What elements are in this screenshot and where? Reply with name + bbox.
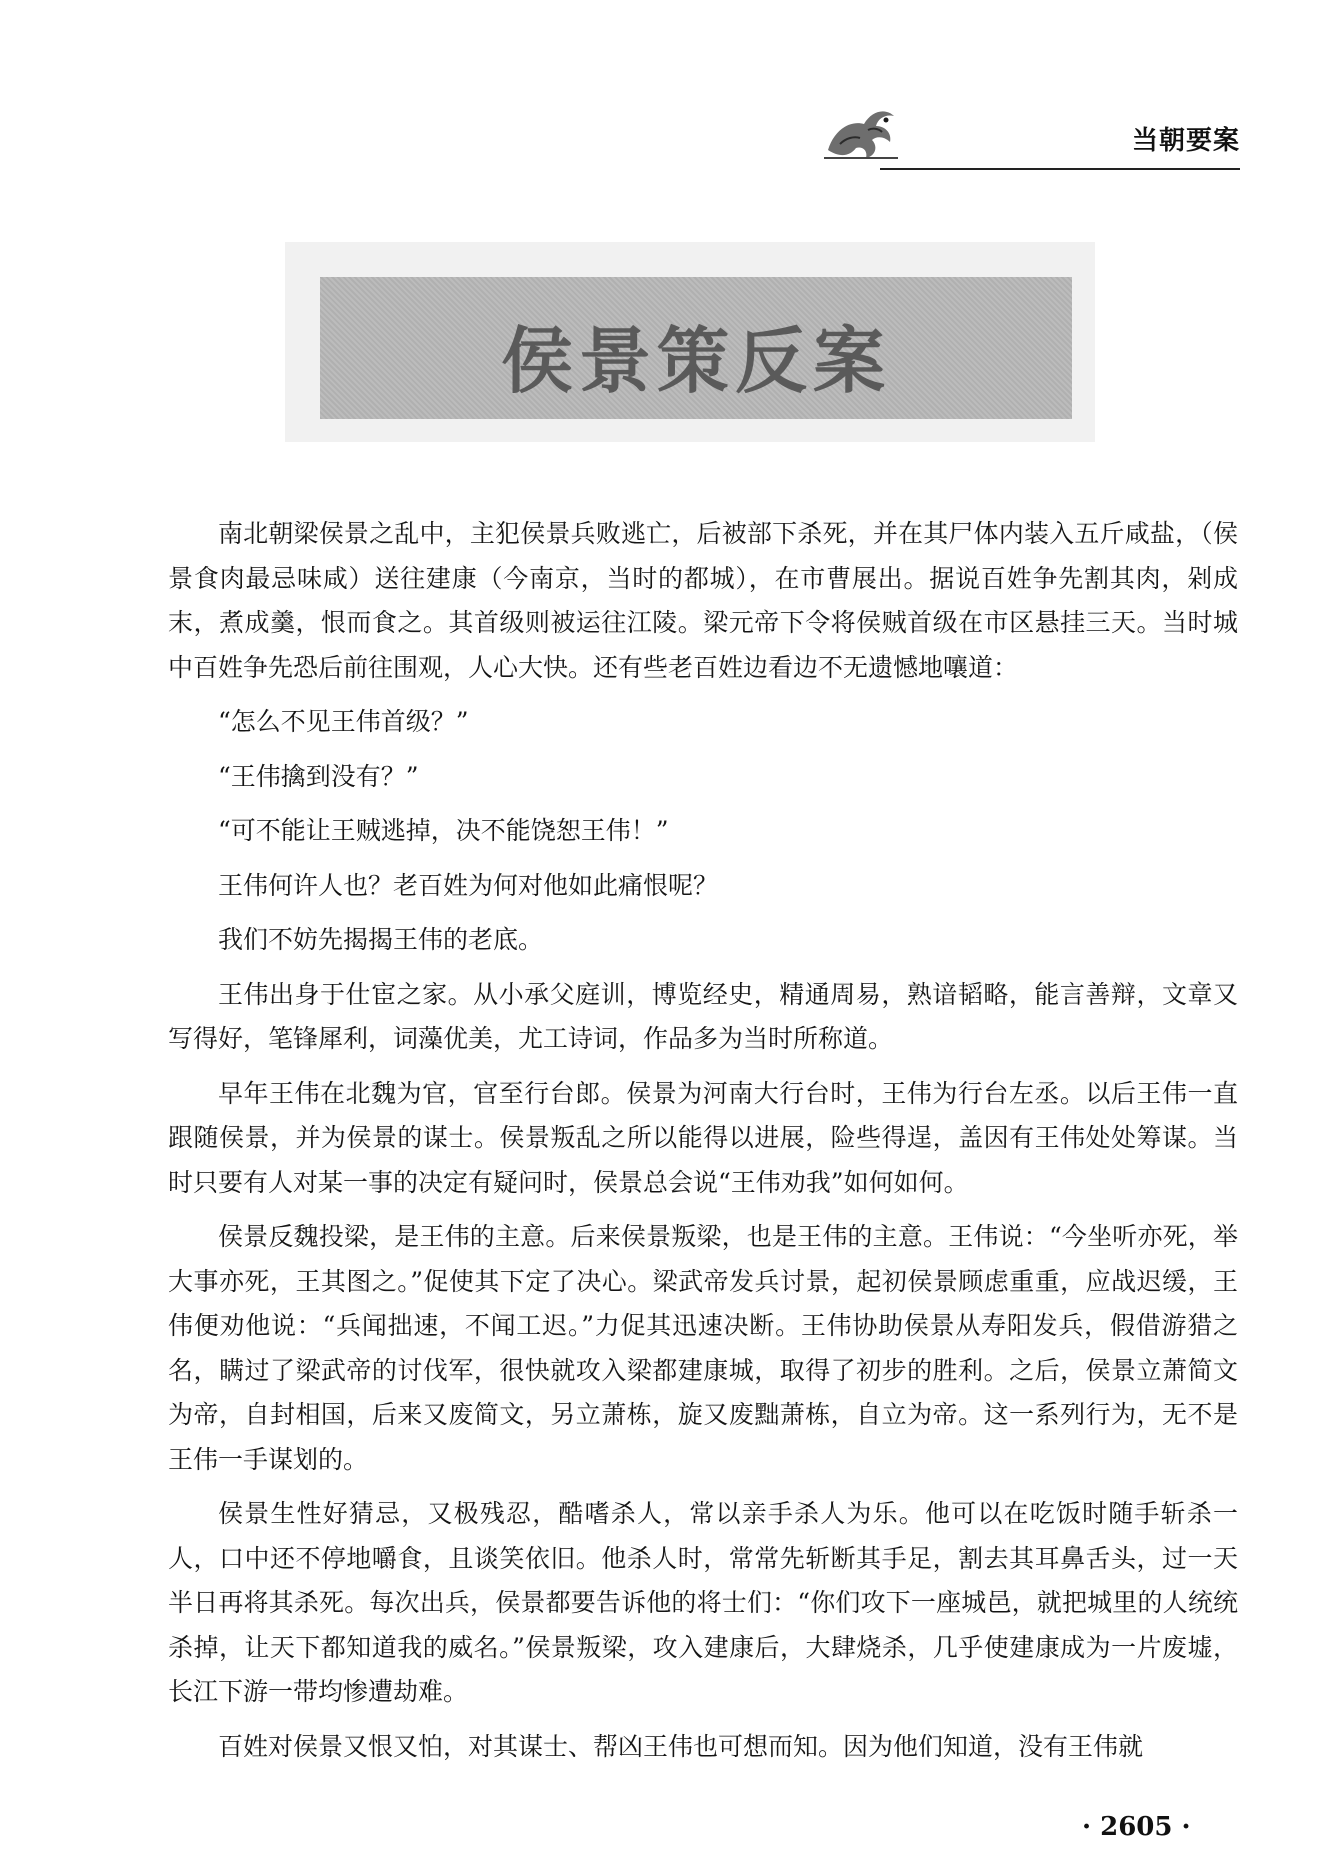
paragraph: “可不能让王贼逃掉，决不能饶恕王伟！”: [218, 816, 669, 845]
paragraph: 我们不妨先揭揭王伟的老底。: [218, 925, 544, 954]
header-divider: [880, 168, 1240, 170]
paragraph: 王伟何许人也？老百姓为何对他如此痛恨呢？: [218, 870, 719, 900]
paragraph: 侯景反魏投梁，是王伟的主意。后来侯景叛梁，也是王伟的主意。王伟说：“今坐听亦死，举大事亦死，王其图之。”促使其下定了决心。梁武帝发兵讨景，起初侯景顾虑重重，应战迟缓，王伟便劝他说：“兵闻拙速，不闻工迟。”力促其迅速决断。王伟协助侯景从寿阳发兵，假借游猎之名，瞒过了梁武帝的讨伐军，很快就攻入梁都建康城，取得了初步的胜利。之后，侯景立萧简文为帝，自封相国，后来又废简文，另立萧栋，旋又废黜萧栋，自立为帝。这一系列行为，无不是王伟一手谋划的。: [168, 1222, 1238, 1474]
paragraph: “王伟擒到没有？”: [218, 761, 419, 791]
title-banner: [320, 277, 1072, 419]
paragraph: 王伟出身于仕宦之家。从小承父庭训，博览经史，精通周易，熟谙韬略，能言善辩，文章又写得好，笔锋犀利，词藻优美，尤工诗词，作品多为当时所称道。: [168, 979, 1238, 1053]
page-number: · 2605 ·: [1082, 1812, 1191, 1842]
running-header: [820, 100, 1240, 170]
article-body: [168, 512, 1238, 1779]
paragraph: 南北朝梁侯景之乱中，主犯侯景兵败逃亡，后被部下杀死，并在其尸体内装入五斤咸盐，（侯景食肉最忌味咸）送往建康（今南京，当时的都城），在市曹展出。据说百姓争先割其肉，剁成末，煮成羹，恨而食之。其首级则被运往江陵。梁元帝下令将侯贼首级在市区悬挂三天。当时城中百姓争先恐后前往围观，人心大快。还有些老百姓边看边不无遗憾地嚷道：: [168, 519, 1238, 682]
paragraph: 百姓对侯景又恨又怕，对其谋士、帮凶王伟也可想而知。因为他们知道，没有王伟就: [218, 1731, 1144, 1761]
article-title: 侯景策反案: [500, 318, 891, 403]
paragraph: 早年王伟在北魏为官，官至行台郎。侯景为河南大行台时，王伟为行台左丞。以后王伟一直跟随侯景，并为侯景的谋士。侯景叛乱之所以能得以进展，险些得逞，盖因有王伟处处筹谋。当时只要有人对某一事的决定有疑问时，侯景总会说“王伟劝我”如何如何。: [168, 1078, 1238, 1197]
paragraph: 侯景生性好猜忌，又极残忍，酷嗜杀人，常以亲手杀人为乐。他可以在吃饭时随手斩杀一人，口中还不停地嚼食，且谈笑依旧。他杀人时，常常先斩断其手足，割去其耳鼻舌头，过一天半日再将其杀死。每次出兵，侯景都要告诉他的将士们：“你们攻下一座城邑，就把城里的人统统杀掉，让天下都知道我的威名。”侯景叛梁，攻入建康后，大肆烧杀，几乎使建康成为一片废墟，长江下游一带均惨遭劫难。: [168, 1499, 1238, 1706]
dragon-emblem-icon: [820, 100, 902, 166]
header-title: 当朝要案: [1131, 126, 1240, 156]
paragraph: “怎么不见王伟首级？”: [218, 707, 469, 736]
